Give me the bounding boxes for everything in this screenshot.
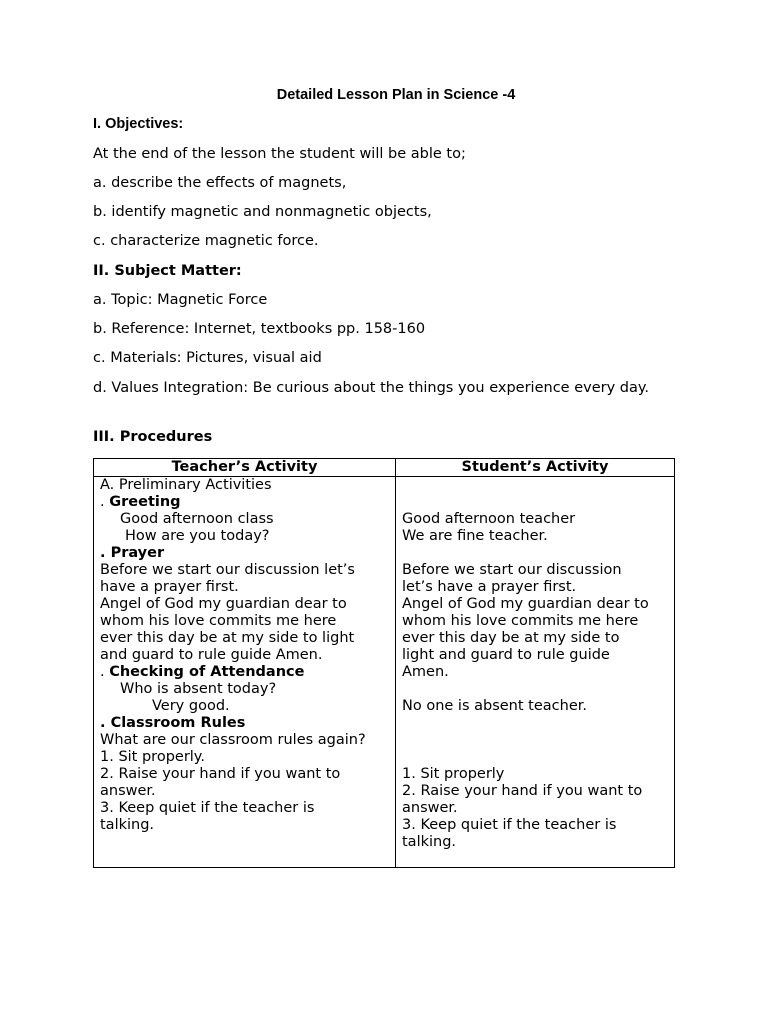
teacher-line: Very good. — [152, 698, 230, 714]
subject-matter-item: c. Materials: Pictures, visual aid — [93, 350, 322, 366]
teacher-line: How are you today? — [125, 528, 270, 544]
student-activity-cell — [396, 477, 675, 868]
student-line: 3. Keep quiet if the teacher is — [402, 817, 617, 833]
objective-item: a. describe the effects of magnets, — [93, 175, 347, 191]
teacher-line: 3. Keep quiet if the teacher is — [100, 800, 315, 816]
procedures-heading: III. Procedures — [93, 429, 213, 445]
teacher-line: Who is absent today? — [120, 681, 277, 697]
teacher-line: 2. Raise your hand if you want to — [100, 766, 341, 782]
student-line: 1. Sit properly — [402, 766, 505, 782]
student-line: 2. Raise your hand if you want to — [402, 783, 643, 799]
student-line: answer. — [402, 800, 458, 816]
prelim-activities: A. Preliminary Activities — [100, 477, 272, 493]
student-line: Before we start our discussion — [402, 562, 622, 578]
subject-matter-item: b. Reference: Internet, textbooks pp. 158-160 — [93, 321, 426, 337]
teacher-line: What are our classroom rules again? — [100, 732, 366, 748]
objectives-heading: I. Objectives: — [93, 116, 184, 132]
subject-matter-item: a. Topic: Magnetic Force — [93, 292, 268, 308]
teacher-line: Angel of God my guardian dear to — [100, 596, 347, 612]
teacher-activity-cell — [94, 477, 396, 868]
attendance-heading: . Checking of Attendance — [100, 664, 305, 680]
rules-heading: . Classroom Rules — [100, 715, 246, 731]
student-line: Amen. — [402, 664, 449, 680]
page-title: Detailed Lesson Plan in Science -4 — [276, 87, 516, 103]
teacher-line: Good afternoon class — [120, 511, 274, 527]
subject-matter-heading: II. Subject Matter: — [93, 263, 242, 279]
prayer-heading: . Prayer — [100, 545, 165, 561]
teacher-line: Before we start our discussion let’s — [100, 562, 355, 578]
student-line: Good afternoon teacher — [402, 511, 576, 527]
student-line: let’s have a prayer first. — [402, 579, 577, 595]
teacher-activity-header: Teacher’s Activity — [94, 459, 396, 477]
student-line: No one is absent teacher. — [402, 698, 587, 714]
student-activity-header: Student’s Activity — [396, 459, 675, 477]
student-line: talking. — [402, 834, 457, 850]
student-line: ever this day be at my side to — [402, 630, 620, 646]
objective-item: b. identify magnetic and nonmagnetic objects, — [93, 204, 432, 220]
teacher-line: ever this day be at my side to light — [100, 630, 355, 646]
objectives-intro: At the end of the lesson the student will be able to; — [93, 146, 466, 162]
teacher-line: have a prayer first. — [100, 579, 239, 595]
student-line: light and guard to rule guide — [402, 647, 610, 663]
student-line: We are fine teacher. — [402, 528, 548, 544]
subject-matter-item: d. Values Integration: Be curious about the things you experience every day. — [93, 380, 649, 396]
objective-item: c. characterize magnetic force. — [93, 233, 319, 249]
teacher-line: whom his love commits me here — [100, 613, 337, 629]
greeting-heading: . Greeting — [100, 494, 181, 510]
teacher-line: 1. Sit properly. — [100, 749, 205, 765]
teacher-line: answer. — [100, 783, 156, 799]
student-line: Angel of God my guardian dear to — [402, 596, 649, 612]
procedures-table — [93, 458, 675, 868]
teacher-line: talking. — [100, 817, 155, 833]
student-line: whom his love commits me here — [402, 613, 639, 629]
teacher-line: and guard to rule guide Amen. — [100, 647, 323, 663]
